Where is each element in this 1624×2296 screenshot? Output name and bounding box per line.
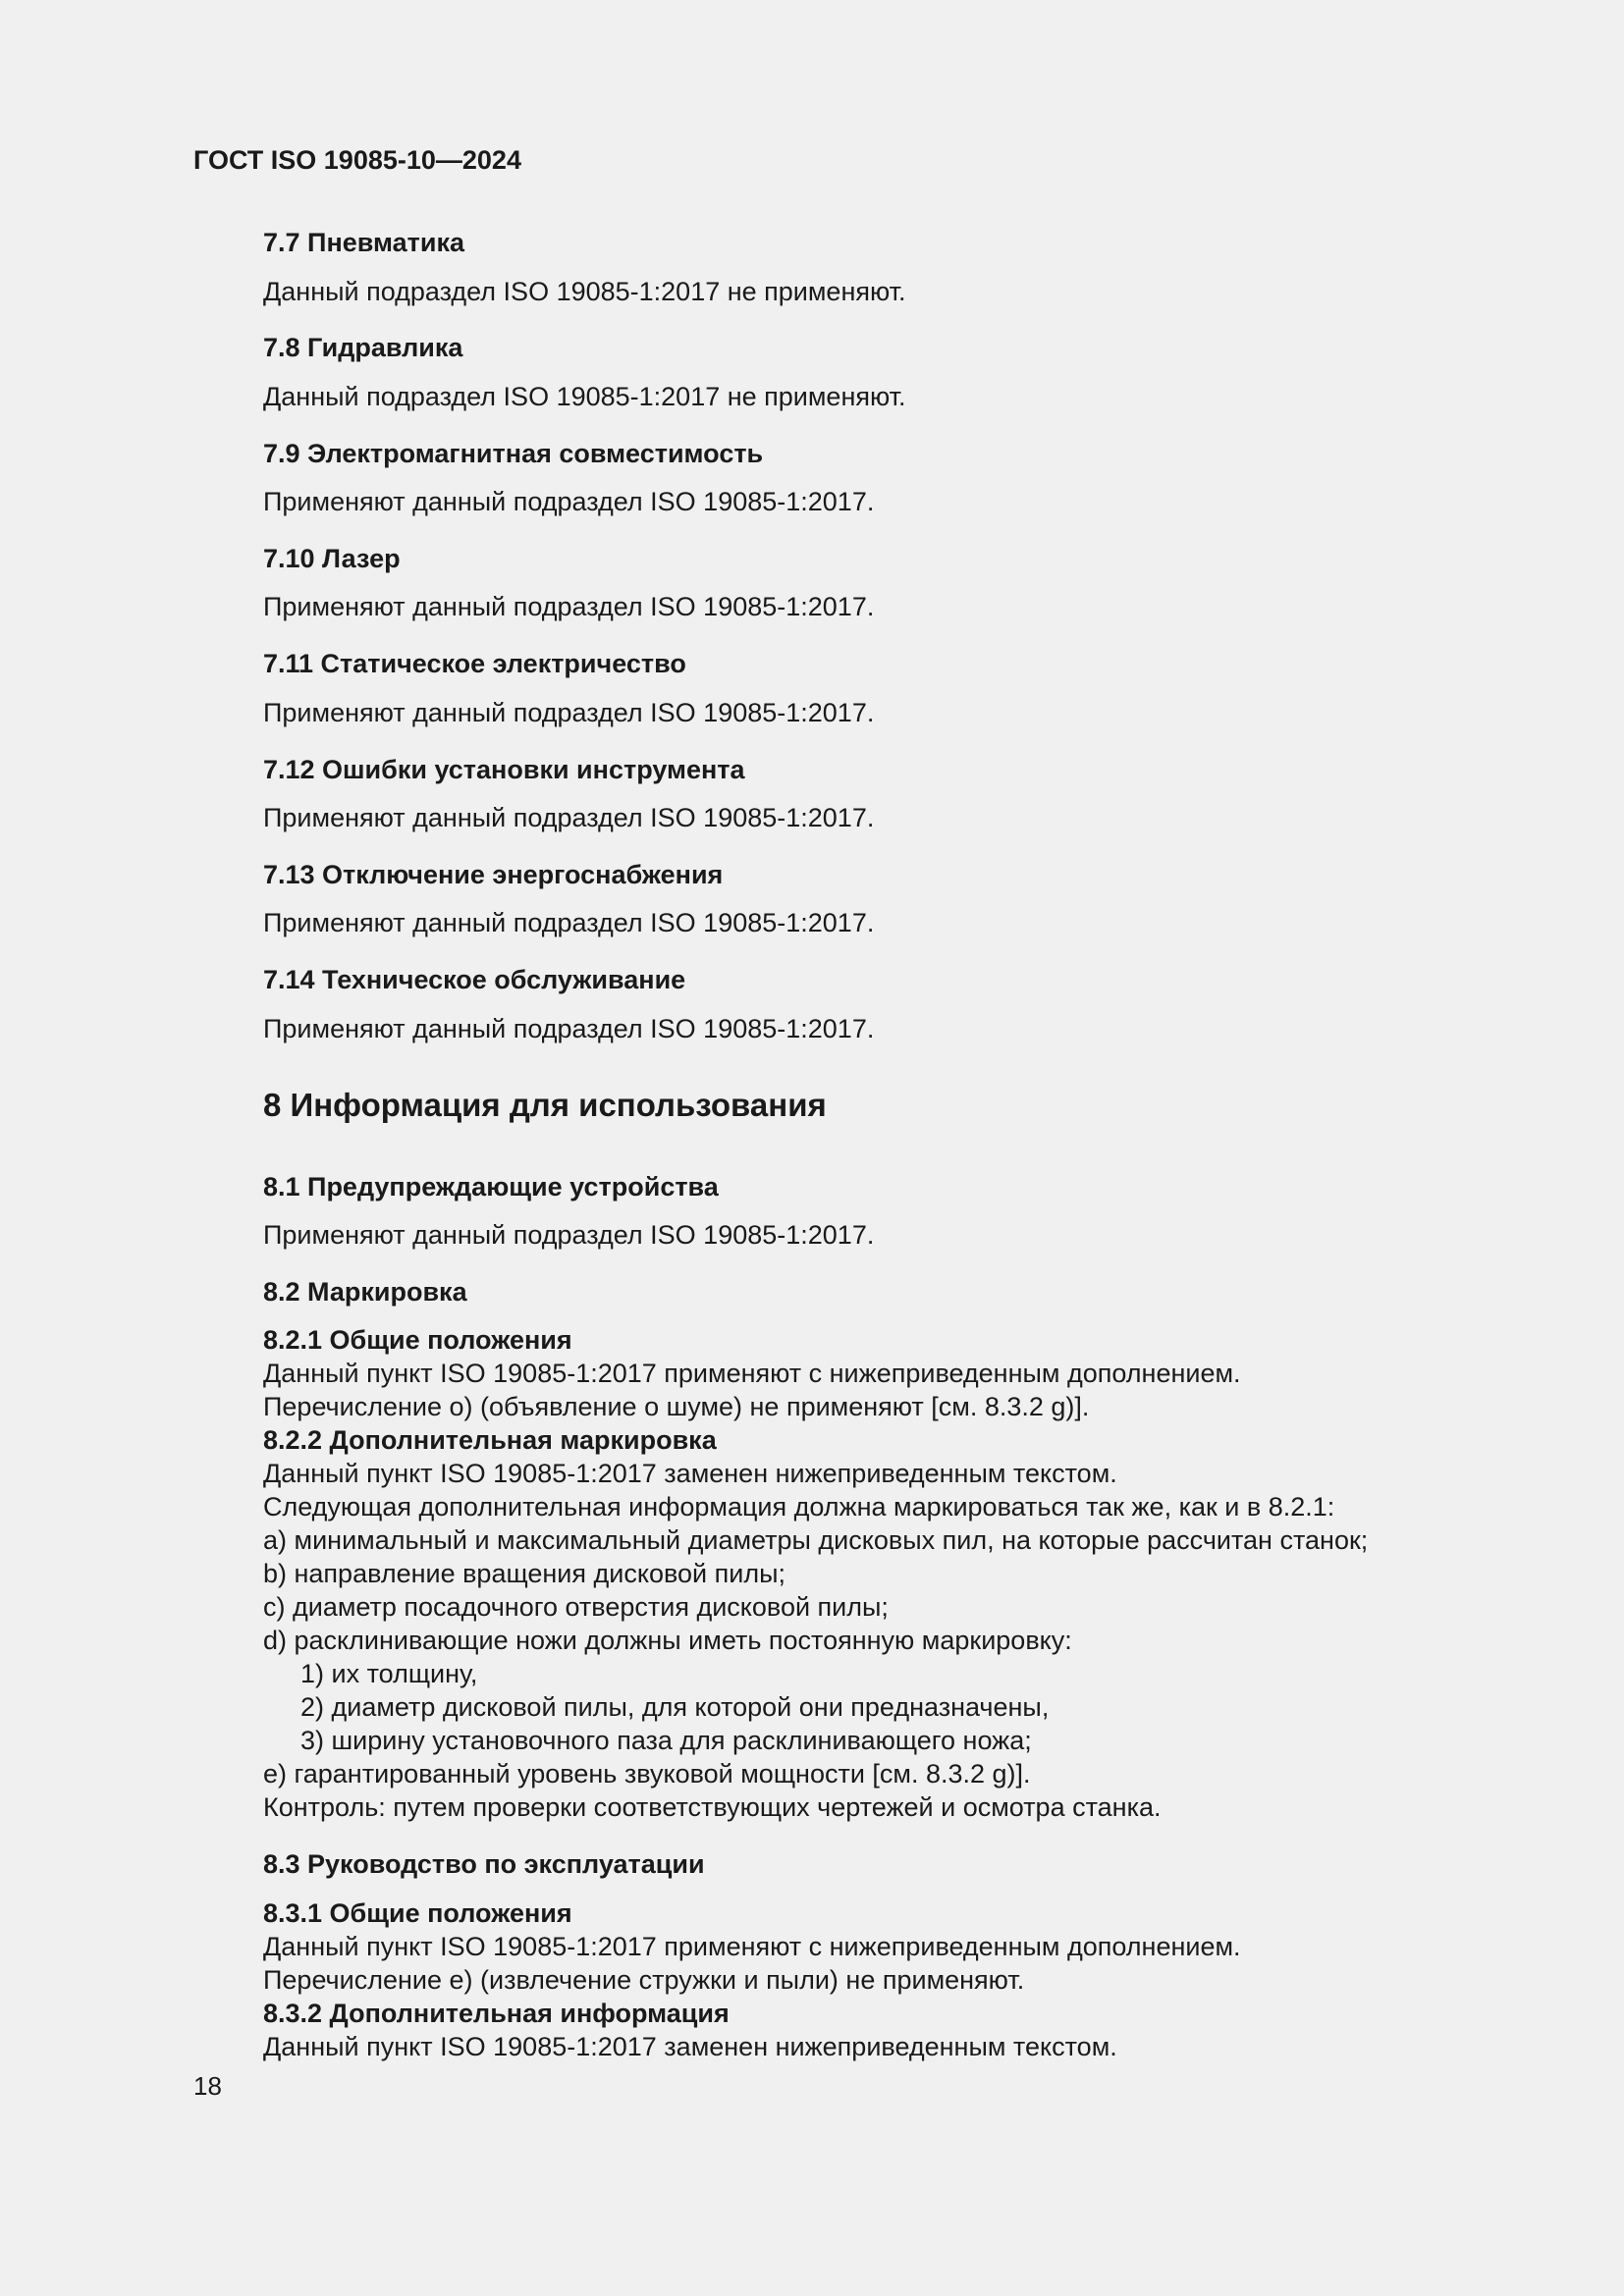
section-text-7-11: Применяют данный подраздел ISO 19085-1:2017. [263,698,875,727]
section-text-7-10: Применяют данный подраздел ISO 19085-1:2017. [263,592,875,621]
list-item-c: c) диаметр посадочного отверстия дисковой пилы; [263,1592,889,1622]
running-header: ГОСТ ISO 19085-10—2024 [193,145,521,175]
list-item-b: b) направление вращения дисковой пилы; [263,1559,785,1588]
subsection-heading-8-2-2: 8.2.2 Дополнительная маркировка [263,1425,717,1455]
subsection-heading-8-3-2: 8.3.2 Дополнительная информация [263,1999,730,2028]
sub-list-item-3: 3) ширину установочного паза для расклинивающего ножа; [300,1726,1032,1755]
list-item-e: e) гарантированный уровень звуковой мощности [см. 8.3.2 g)]. [263,1759,1031,1789]
sub-list-item-2: 2) диаметр дисковой пилы, для которой они предназначены, [300,1692,1050,1722]
paragraph-line: Перечисление е) (извлечение стружки и пыли) не применяют. [263,1965,1025,1995]
paragraph-line: Следующая дополнительная информация должна маркироваться так же, как и в 8.2.1: [263,1492,1335,1522]
subsection-heading-8-3-1: 8.3.1 Общие положения [263,1898,572,1928]
paragraph-line: Данный пункт ISO 19085-1:2017 заменен нижеприведенным текстом. [263,1459,1117,1488]
section-heading-7-8: 7.8 Гидравлика [263,333,463,362]
section-heading-8-1: 8.1 Предупреждающие устройства [263,1172,719,1201]
section-text-7-12: Применяют данный подраздел ISO 19085-1:2017. [263,803,875,832]
subsection-heading-8-2-1: 8.2.1 Общие положения [263,1325,572,1355]
section-heading-8-3: 8.3 Руководство по эксплуатации [263,1849,705,1879]
list-item-a: a) минимальный и максимальный диаметры дисковых пил, на которые рассчитан станок; [263,1525,1369,1555]
section-heading-7-11: 7.11 Статическое электричество [263,649,686,678]
section-text-8-1: Применяют данный подраздел ISO 19085-1:2017. [263,1220,875,1250]
section-text-7-9: Применяют данный подраздел ISO 19085-1:2017. [263,487,875,516]
list-item-d: d) расклинивающие ножи должны иметь постоянную маркировку: [263,1626,1072,1655]
section-heading-7-14: 7.14 Техническое обслуживание [263,965,686,994]
section-heading-7-13: 7.13 Отключение энергоснабжения [263,860,724,889]
sub-list-item-1: 1) их толщину, [300,1659,478,1688]
chapter-title-8: 8 Информация для использования [263,1087,827,1123]
section-text-7-13: Применяют данный подраздел ISO 19085-1:2017. [263,908,875,937]
section-heading-7-7: 7.7 Пневматика [263,228,464,257]
section-heading-7-9: 7.9 Электромагнитная совместимость [263,439,764,468]
paragraph-line: Данный пункт ISO 19085-1:2017 заменен нижеприведенным текстом. [263,2032,1117,2061]
section-heading-7-12: 7.12 Ошибки установки инструмента [263,755,745,784]
section-text-7-8: Данный подраздел ISO 19085-1:2017 не применяют. [263,382,906,411]
paragraph-line: Данный пункт ISO 19085-1:2017 применяют с нижеприведенным дополнением. [263,1932,1241,1961]
section-heading-7-10: 7.10 Лазер [263,544,401,573]
section-text-7-14: Применяют данный подраздел ISO 19085-1:2017. [263,1014,875,1043]
control-note: Контроль: путем проверки соответствующих чертежей и осмотра станка. [263,1792,1162,1822]
paragraph-line: Данный пункт ISO 19085-1:2017 применяют с нижеприведенным дополнением. [263,1359,1241,1388]
section-text-7-7: Данный подраздел ISO 19085-1:2017 не применяют. [263,277,906,306]
page-number: 18 [193,2071,222,2101]
section-heading-8-2: 8.2 Маркировка [263,1277,467,1307]
paragraph-line: Перечисление о) (объявление о шуме) не применяют [см. 8.3.2 g)]. [263,1392,1090,1421]
